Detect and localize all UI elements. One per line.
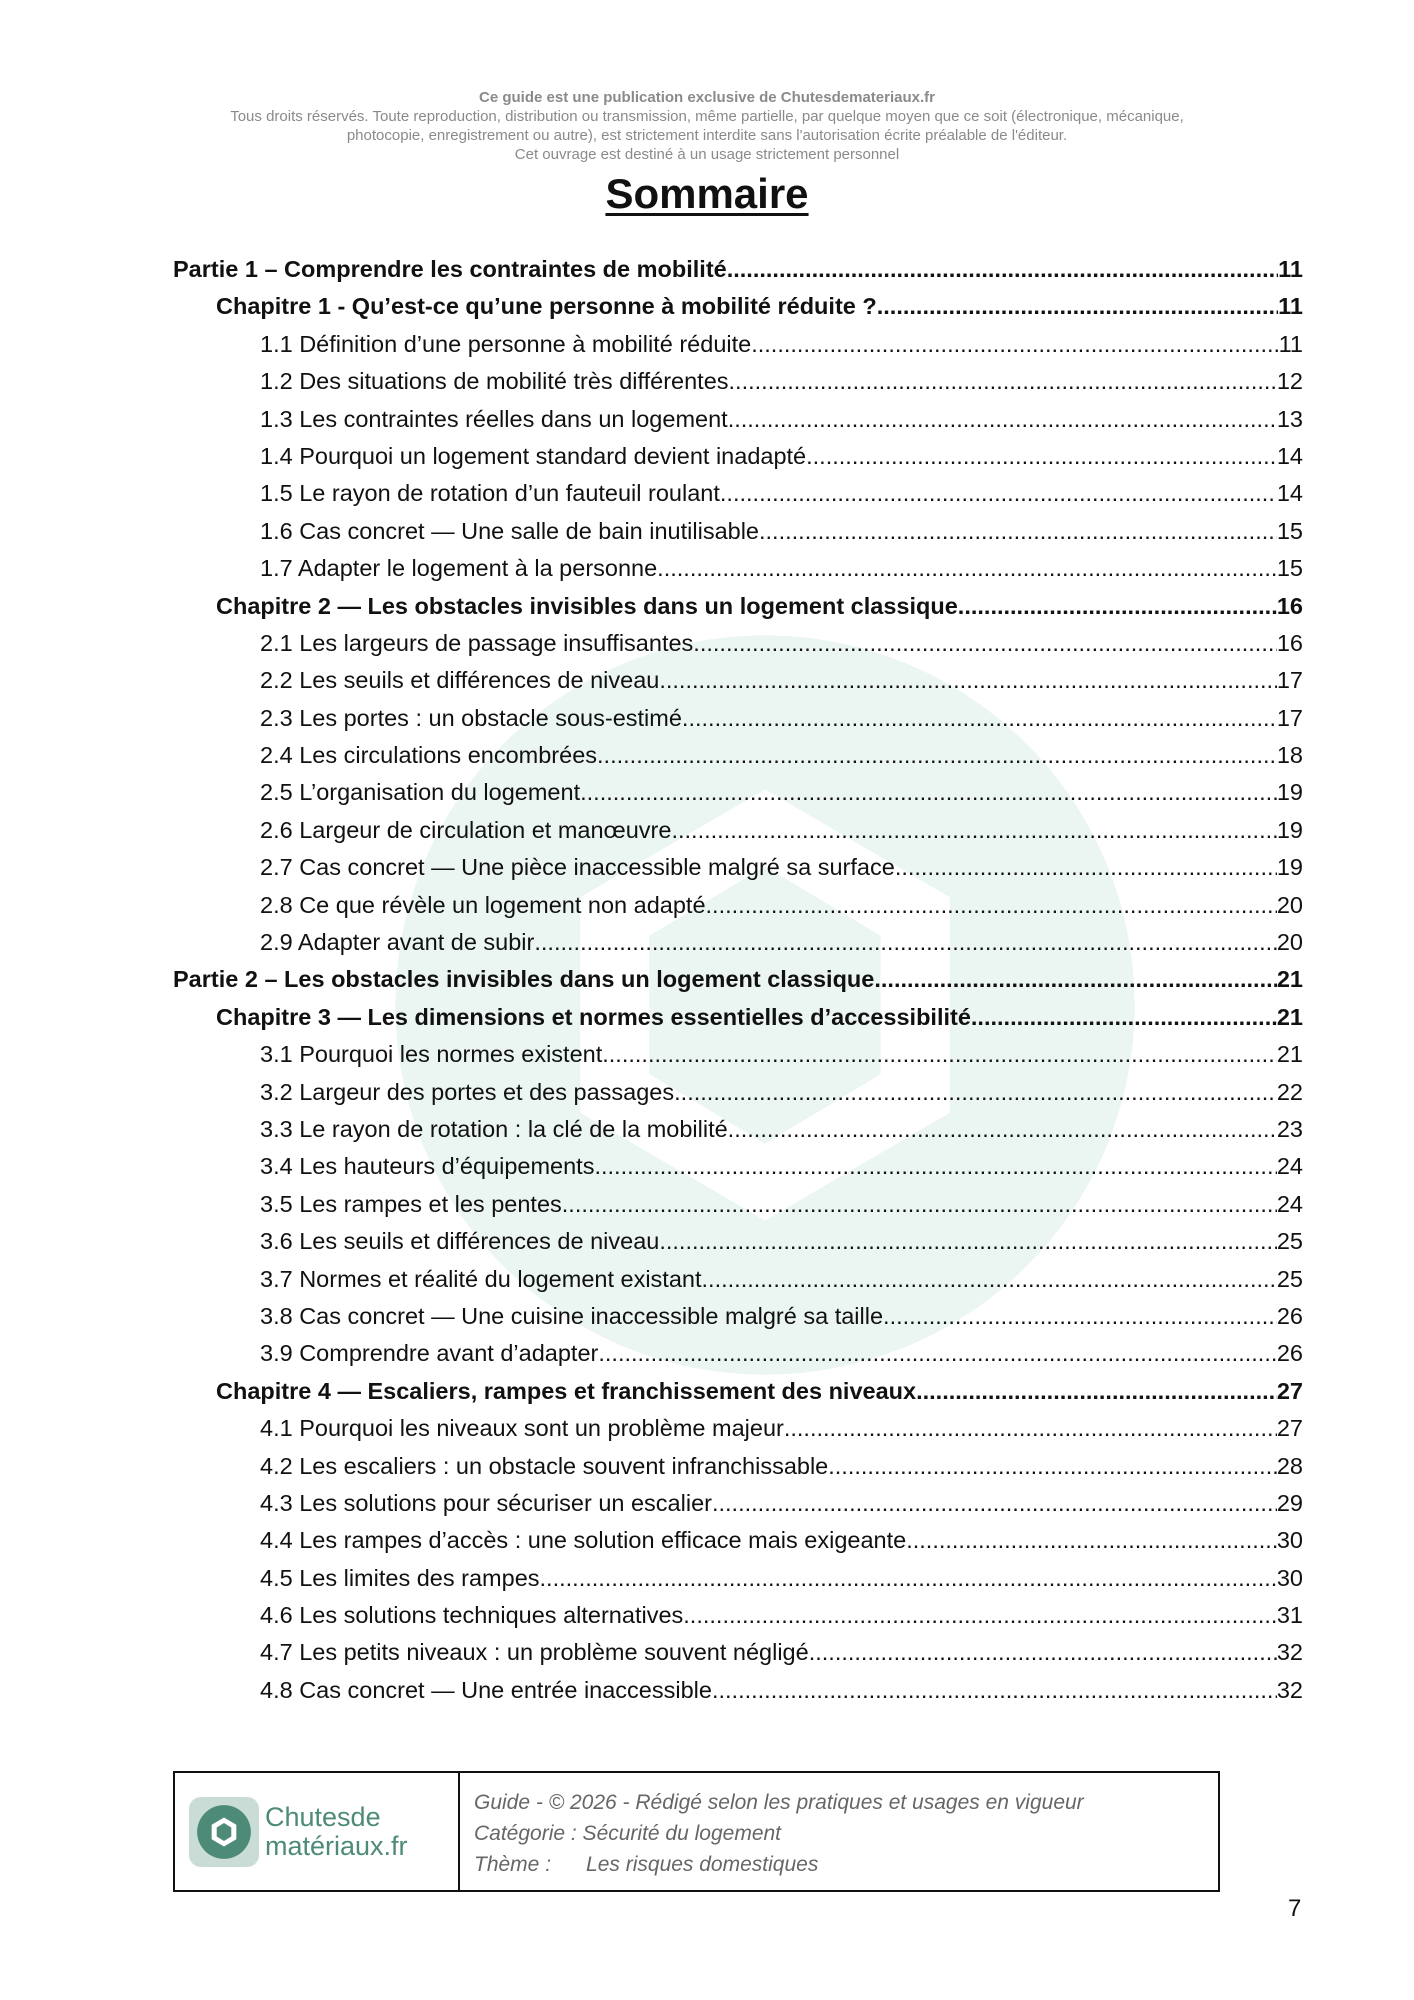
- toc-entry-title: 4.6 Les solutions techniques alternatives: [260, 1602, 684, 1629]
- toc-entry-page: 30: [1276, 1564, 1303, 1591]
- dot-leader: [693, 630, 1277, 657]
- dot-leader: [598, 1340, 1277, 1367]
- dot-leader: [958, 593, 1277, 620]
- toc-entry-title: 4.5 Les limites des rampes: [260, 1564, 540, 1591]
- toc-section-entry[interactable]: [173, 1191, 1303, 1228]
- toc-entry-title: Chapitre 2 — Les obstacles invisibles dans un logement classique: [216, 592, 958, 619]
- toc-entry-title: 2.4 Les circulations encombrées: [260, 742, 598, 769]
- toc-chapter-entry[interactable]: [173, 1004, 1303, 1041]
- dot-leader: [720, 480, 1277, 507]
- brand-logo: [175, 1773, 460, 1890]
- toc-section-entry[interactable]: [173, 368, 1303, 405]
- toc-entry-page: 19: [1276, 854, 1303, 881]
- toc-entry-page: 32: [1276, 1639, 1303, 1666]
- toc-entry-page: 21: [1276, 1041, 1303, 1068]
- toc-entry-title: 1.4 Pourquoi un logement standard devient inadapté: [260, 442, 807, 469]
- toc-entry-title: 3.7 Normes et réalité du logement existant: [260, 1265, 702, 1292]
- toc-section-entry[interactable]: [173, 1340, 1303, 1377]
- toc-entry-page: 21: [1276, 1003, 1303, 1030]
- dot-leader: [597, 742, 1277, 769]
- toc-section-entry[interactable]: [173, 1415, 1303, 1452]
- dot-leader: [728, 406, 1277, 433]
- dot-leader: [534, 929, 1277, 956]
- footer-theme: Thème : Les risques domestiques: [474, 1853, 819, 1876]
- toc-entry-page: 13: [1276, 405, 1303, 432]
- toc-entry-page: 16: [1276, 592, 1303, 619]
- toc-entry-page: 29: [1276, 1489, 1303, 1516]
- toc-entry-page: 15: [1276, 555, 1303, 582]
- dot-leader: [727, 256, 1278, 283]
- toc-section-entry[interactable]: [173, 929, 1303, 966]
- toc-entry-title: 4.1 Pourquoi les niveaux sont un problème majeur: [260, 1415, 784, 1442]
- toc-entry-title: Partie 1 – Comprendre les contraintes de mobilité: [173, 256, 727, 282]
- toc-entry-title: 2.3 Les portes : un obstacle sous-estimé: [260, 704, 682, 731]
- toc-section-entry[interactable]: [173, 1153, 1303, 1190]
- dot-leader: [877, 293, 1278, 320]
- logo-text-line-1: Chutesde: [265, 1801, 381, 1832]
- toc-entry-title: 3.6 Les seuils et différences de niveau: [260, 1228, 660, 1255]
- toc-entry-page: 14: [1276, 480, 1303, 507]
- toc-section-entry[interactable]: [173, 854, 1303, 891]
- toc-section-entry[interactable]: [173, 555, 1303, 592]
- dot-leader: [674, 1079, 1277, 1106]
- toc-entry-title: 2.5 L’organisation du logement: [260, 779, 581, 806]
- dot-leader: [895, 854, 1277, 881]
- toc-entry-page: 22: [1276, 1078, 1303, 1105]
- dot-leader: [883, 1303, 1277, 1330]
- header-line-2: Tous droits réservés. Toute reproduction, distribution ou transmission, même partielle, par quelque moyen que ce soit (électronique, mécanique,: [230, 108, 1184, 125]
- footer-box: [173, 1771, 1220, 1892]
- logo-icon: [189, 1797, 259, 1867]
- toc-section-entry[interactable]: [173, 443, 1303, 480]
- toc-entry-title: 1.5 Le rayon de rotation d’un fauteuil roulant: [260, 480, 720, 507]
- toc-entry-page: 24: [1276, 1190, 1303, 1217]
- dot-leader: [659, 1228, 1277, 1255]
- toc-part-entry[interactable]: [173, 256, 1303, 293]
- toc-entry-page: 19: [1276, 816, 1303, 843]
- toc-entry-title: Chapitre 4 — Escaliers, rampes et franchissement des niveaux: [216, 1377, 917, 1404]
- toc-entry-page: 21: [1276, 966, 1303, 993]
- footer-category: Catégorie : Sécurité du logement: [474, 1822, 782, 1845]
- toc-entry-title: 4.7 Les petits niveaux : un problème souvent négligé: [260, 1639, 809, 1666]
- toc-section-entry[interactable]: [173, 742, 1303, 779]
- toc-entry-page: 23: [1276, 1115, 1303, 1142]
- toc-entry-page: 27: [1276, 1377, 1303, 1404]
- toc-entry-page: 11: [1278, 293, 1303, 320]
- toc-entry-title: Chapitre 1 - Qu’est-ce qu’une personne à mobilité réduite ?: [216, 293, 877, 320]
- dot-leader: [712, 1490, 1277, 1517]
- toc-entry-page: 25: [1276, 1228, 1303, 1255]
- dot-leader: [751, 331, 1278, 358]
- dot-leader: [683, 1602, 1277, 1629]
- toc-section-entry[interactable]: [173, 1116, 1303, 1153]
- dot-leader: [729, 368, 1277, 395]
- toc-entry-page: 15: [1276, 517, 1303, 544]
- dot-leader: [706, 892, 1277, 919]
- toc-entry-title: 2.9 Adapter avant de subir: [260, 929, 535, 956]
- toc-entry-page: 27: [1276, 1415, 1303, 1442]
- toc-chapter-entry[interactable]: [173, 1378, 1303, 1415]
- toc-section-entry[interactable]: [173, 667, 1303, 704]
- toc-entry-page: 11: [1278, 330, 1303, 357]
- toc-entry-title: Partie 2 – Les obstacles invisibles dans un logement classique: [173, 966, 875, 993]
- toc-entry-title: 4.3 Les solutions pour sécuriser un escalier: [260, 1489, 712, 1516]
- toc-section-entry[interactable]: [173, 480, 1303, 517]
- toc-section-entry[interactable]: [173, 817, 1303, 854]
- dot-leader: [874, 966, 1277, 993]
- header-line-1: Ce guide est une publication exclusive de Chutesdemateriaux.fr: [479, 89, 935, 106]
- toc-entry-title: 1.2 Des situations de mobilité très différentes: [260, 368, 729, 395]
- copyright-header: [0, 88, 1414, 164]
- toc-chapter-entry[interactable]: [173, 293, 1303, 330]
- toc-entry-title: 3.4 Les hauteurs d’équipements: [260, 1153, 595, 1180]
- toc-section-entry[interactable]: [173, 1639, 1303, 1676]
- toc-entry-page: 24: [1276, 1153, 1303, 1180]
- dot-leader: [784, 1415, 1277, 1442]
- toc-section-entry[interactable]: [173, 1041, 1303, 1078]
- dot-leader: [682, 705, 1277, 732]
- toc-entry-page: 20: [1276, 929, 1303, 956]
- toc-entry-title: Chapitre 3 — Les dimensions et normes essentielles d’accessibilité: [216, 1003, 971, 1030]
- dot-leader: [562, 1191, 1277, 1218]
- toc-entry-page: 17: [1276, 667, 1303, 694]
- toc-entry-page: 30: [1276, 1527, 1303, 1554]
- toc-entry-title: 2.8 Ce que révèle un logement non adapté: [260, 891, 706, 918]
- toc-section-entry[interactable]: [173, 705, 1303, 742]
- toc-part-entry[interactable]: [173, 966, 1303, 1003]
- toc-entry-page: 31: [1276, 1602, 1303, 1629]
- toc-section-entry[interactable]: [173, 406, 1303, 443]
- dot-leader: [759, 518, 1277, 545]
- dot-leader: [906, 1527, 1277, 1554]
- dot-leader: [594, 1153, 1276, 1180]
- header-line-3: photocopie, enregistrement ou autre), est strictement interdite sans l'autorisation écrite préalable de l'éditeur.: [346, 127, 1068, 144]
- toc-entry-title: 3.2 Largeur des portes et des passages: [260, 1078, 675, 1105]
- toc-section-entry[interactable]: [173, 1565, 1303, 1602]
- toc-entry-page: 25: [1276, 1265, 1303, 1292]
- dot-leader: [728, 1116, 1277, 1143]
- table-of-contents: [173, 256, 1303, 1714]
- footer-guide-info: Guide - © 2026 - Rédigé selon les pratiques et usages en vigueur: [474, 1791, 1084, 1814]
- dot-leader: [828, 1453, 1277, 1480]
- toc-section-entry[interactable]: [173, 1453, 1303, 1490]
- dot-leader: [971, 1004, 1277, 1031]
- toc-entry-page: 19: [1276, 779, 1303, 806]
- toc-entry-title: 1.6 Cas concret — Une salle de bain inutilisable: [260, 517, 759, 544]
- dot-leader: [806, 443, 1277, 470]
- dot-leader: [916, 1378, 1277, 1405]
- toc-entry-page: 20: [1276, 891, 1303, 918]
- dot-leader: [580, 779, 1277, 806]
- dot-leader: [809, 1639, 1277, 1666]
- toc-section-entry[interactable]: [173, 1527, 1303, 1564]
- page-title: Sommaire: [605, 170, 809, 217]
- toc-section-entry[interactable]: [173, 779, 1303, 816]
- toc-section-entry[interactable]: [173, 1303, 1303, 1340]
- toc-section-entry[interactable]: [173, 1677, 1303, 1714]
- toc-entry-title: 3.5 Les rampes et les pentes: [260, 1190, 562, 1217]
- toc-section-entry[interactable]: [173, 1490, 1303, 1527]
- toc-entry-title: 2.7 Cas concret — Une pièce inaccessible malgré sa surface: [260, 854, 895, 881]
- toc-entry-title: 2.1 Les largeurs de passage insuffisantes: [260, 629, 694, 656]
- logo-text-line-2: matériaux.fr: [265, 1830, 408, 1861]
- toc-entry-title: 1.3 Les contraintes réelles dans un logement: [260, 405, 728, 432]
- toc-entry-page: 26: [1276, 1302, 1303, 1329]
- toc-entry-page: 17: [1276, 704, 1303, 731]
- toc-section-entry[interactable]: [173, 1266, 1303, 1303]
- dot-leader: [602, 1041, 1277, 1068]
- dot-leader: [702, 1266, 1277, 1293]
- toc-section-entry[interactable]: [173, 1602, 1303, 1639]
- page-number: 7: [1288, 1895, 1302, 1922]
- header-line-4: Cet ouvrage est destiné à un usage strictement personnel: [514, 146, 900, 163]
- toc-entry-page: 28: [1276, 1452, 1303, 1479]
- toc-entry-title: 3.3 Le rayon de rotation : la clé de la mobilité: [260, 1115, 728, 1142]
- toc-entry-page: 26: [1276, 1340, 1303, 1367]
- toc-entry-title: 3.9 Comprendre avant d’adapter: [260, 1340, 599, 1367]
- toc-entry-title: 2.6 Largeur de circulation et manœuvre: [260, 816, 672, 843]
- toc-entry-title: 2.2 Les seuils et différences de niveau: [260, 667, 660, 694]
- toc-entry-page: 18: [1276, 742, 1303, 769]
- toc-entry-title: 1.7 Adapter le logement à la personne: [260, 555, 658, 582]
- toc-section-entry[interactable]: [173, 1228, 1303, 1265]
- toc-entry-title: 4.2 Les escaliers : un obstacle souvent infranchissable: [260, 1452, 829, 1479]
- toc-entry-title: 4.8 Cas concret — Une entrée inaccessible: [260, 1676, 712, 1703]
- toc-entry-page: 14: [1276, 442, 1303, 469]
- toc-entry-page: 16: [1276, 629, 1303, 656]
- dot-leader: [540, 1565, 1277, 1592]
- toc-entry-title: 3.8 Cas concret — Une cuisine inaccessible malgré sa taille: [260, 1302, 884, 1329]
- toc-section-entry[interactable]: [173, 892, 1303, 929]
- toc-entry-page: 12: [1276, 368, 1303, 395]
- toc-entry-page: 32: [1276, 1676, 1303, 1703]
- dot-leader: [659, 667, 1277, 694]
- dot-leader: [657, 555, 1277, 582]
- toc-entry-title: 4.4 Les rampes d’accès : une solution efficace mais exigeante: [260, 1527, 907, 1554]
- toc-section-entry[interactable]: [173, 518, 1303, 555]
- dot-leader: [712, 1677, 1277, 1704]
- toc-chapter-entry[interactable]: [173, 593, 1303, 630]
- toc-section-entry[interactable]: [173, 630, 1303, 667]
- dot-leader: [671, 817, 1276, 844]
- toc-entry-title: 1.1 Définition d’une personne à mobilité réduite: [260, 330, 752, 357]
- toc-entry-title: 3.1 Pourquoi les normes existent: [260, 1041, 603, 1068]
- toc-section-entry[interactable]: [173, 331, 1303, 368]
- toc-section-entry[interactable]: [173, 1079, 1303, 1116]
- toc-entry-page: 11: [1278, 256, 1303, 282]
